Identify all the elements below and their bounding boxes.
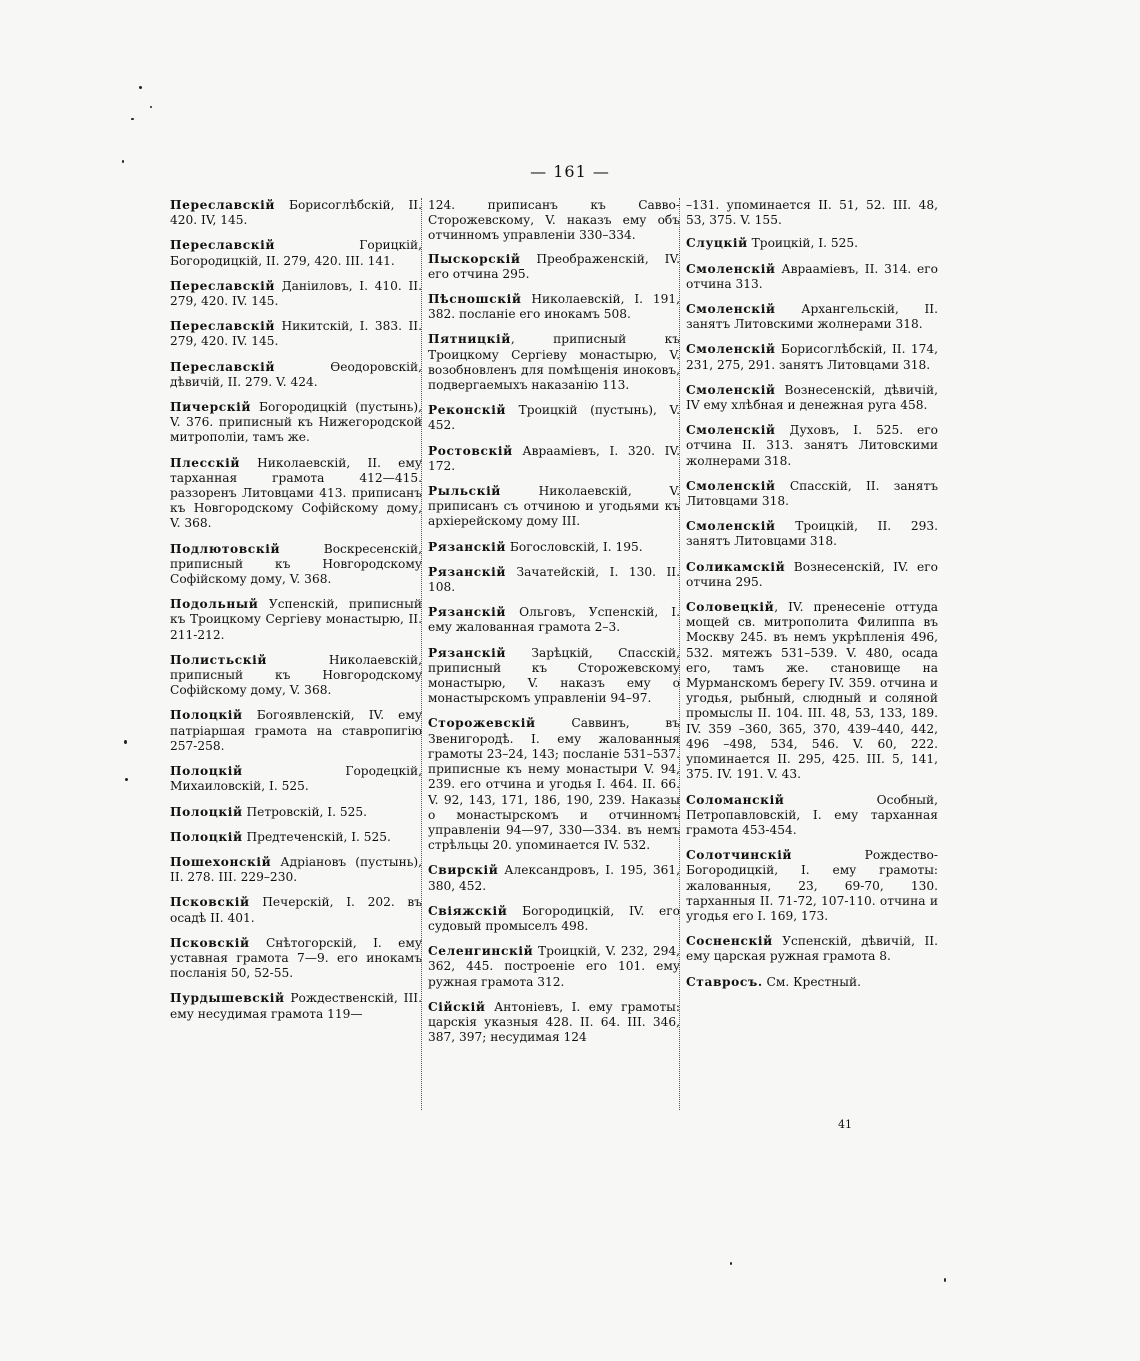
index-entry [170,400,422,446]
entry-heading: Пыскорскій [428,251,521,266]
entry-heading: Плесскій [170,455,240,470]
entry-text: Адріановъ (пустынь), II. 278. III. 229–230. [170,854,422,885]
entry-text: Архангельскій, II. занятъ Литовскими жолнерами 318. [686,302,938,332]
index-entry [170,653,422,699]
entry-text: Преображенскій, IV. его отчина 295. [428,251,680,281]
index-entry [428,716,680,853]
index-entry [170,805,422,820]
entry-heading: Рязанскій [428,539,507,554]
index-entry [170,764,422,794]
entry-heading: Смоленскій [686,342,776,357]
entry-text: Ѳеодоровскій, дѣвичій, II. 279. V. 424. [170,359,422,389]
entry-text: Троицкій, I. 525. [747,236,858,251]
entry-heading: Свіяжскій [428,903,508,918]
entry-heading: Ставросъ. [686,974,763,989]
page-number: — 161 — [530,162,610,181]
index-entry [428,403,680,433]
index-entry [428,605,680,635]
index-entry [428,565,680,595]
index-entry [428,646,680,707]
index-entry [170,360,422,390]
entry-heading: Рязанскій [428,645,507,660]
entry-text: , IV. пренесеніе оттуда мощей св. митрополита Филиппа въ Москву 245. въ немъ укрѣпленія 496, 532. мятежъ 531–539. V. 480, осада его, тамъ же. становище на Мурманскомъ берегу IV. 359. отчина и угодья, рыбный, слюдный и соляной промыслы II. 104. III. 48, 53, 133, 189. IV. 359 –360, 365, 370, 439–440, 442, 496 –498, 534, 546. V. 60, 222. упоминается II. 295, 425. III. 5, 141, 375. IV. 191. V. 43. [686,600,938,782]
index-entry [170,279,422,309]
entry-text: Богородицкій, IV. его судовый промыселъ 498. [428,903,680,933]
index-entry [428,540,680,555]
entry-heading: Сійскій [428,999,486,1014]
entry-text: См. Крестный. [762,974,861,989]
index-entry [686,383,938,413]
entry-text: Саввинъ, въ Звенигородѣ. I. ему жалованныя грамоты 23–24, 143; посланіе 531–537. приписные къ нему монастыри V. 94, 239. его отчина и угодья I. 464. II. 66. V. 92, 143, 171, 186, 190, 239. Наказы о монастырскомъ и отчинномъ управленіи 94—97, 330—334. въ немъ стрѣльцы 20. упоминается IV. 532. [428,716,680,853]
entry-heading: Полоцкій [170,764,243,779]
index-entry [170,542,422,588]
entry-heading: Пурдышевскій [170,991,285,1006]
index-entry [686,302,938,332]
entry-text: Горицкій, Богородицкій, II. 279, 420. III. 141. [170,238,422,268]
scan-speck [131,118,134,120]
entry-text: Борисоглѣбскій, II. 174, 231, 275, 291. занятъ Литовцами 318. [686,342,938,372]
entry-heading: Сторожевскій [428,716,536,731]
entry-text: Особный, Петропавловскій, I. ему тарханная грамота 453-454. [686,792,938,837]
entry-heading: Подольный [170,597,259,612]
entry-heading: Переславскій [170,278,276,293]
index-entry [428,198,680,244]
entry-heading: Пичерскій [170,400,252,415]
scan-speck [139,86,142,89]
entry-heading: Рязанскій [428,605,507,620]
entry-heading: Соломанскій [686,792,785,807]
entry-heading: Пошехонскій [170,854,272,869]
scan-speck [944,1278,946,1282]
entry-text: Никитскій, I. 383. II. 279, 420. IV. 145. [170,319,422,349]
index-entry [428,252,680,282]
entry-heading: Полистьскій [170,652,268,667]
entry-heading: Псковскій [170,935,250,950]
index-entry [428,484,680,530]
scan-speck [730,1262,732,1265]
entry-heading: Полоцкій [170,708,243,723]
entry-text: Ольговъ, Успенскій, I. ему жалованная грамота 2–3. [428,605,680,635]
entry-text: Богородицкій (пустынь), V. 376. приписный къ Нижегородской митрополіи, тамъ же. [170,400,422,445]
entry-heading: Смоленскій [686,382,776,397]
index-entry [170,198,422,228]
entry-heading: Пятницкій [428,332,511,347]
entry-text: Городецкій, Михаиловскій, I. 525. [170,764,422,794]
index-entry [686,423,938,469]
index-column-2 [428,198,680,1055]
entry-heading: Смоленскій [686,261,776,276]
index-entry [686,236,938,251]
scan-speck [150,106,152,108]
index-entry [686,479,938,509]
index-entry [428,1000,680,1046]
entry-heading: Смоленскій [686,478,776,493]
entry-heading: Переславскій [170,359,276,374]
entry-heading: Рязанскій [428,564,507,579]
entry-heading: Рыльскій [428,484,501,499]
index-entry [170,830,422,845]
entry-text: Зачатейскій, I. 130. II. 108. [428,564,680,595]
entry-heading: Смоленскій [686,423,776,438]
entry-heading: Реконскій [428,403,507,418]
entry-heading: Пѣсношскій [428,292,522,307]
entry-text: Снѣтогорскій, I. ему уставная грамота 7—9. его инокамъ посланія 50, 52-55. [170,935,422,981]
entry-text: Николаевскій, I. 191, 382. посланіе его инокамъ 508. [428,292,680,322]
entry-text: Печерскій, I. 202. въ осадѣ II. 401. [170,895,422,925]
entry-text: Богословскій, I. 195. [506,539,643,554]
entry-heading: Подлютовскій [170,541,281,556]
index-entry [428,863,680,893]
entry-text: Даніиловъ, I. 410. II. 279, 420. IV. 145. [170,278,422,309]
index-entry [428,444,680,474]
entry-text: Спасскій, II. занятъ Литовцами 318. [686,478,938,509]
entry-text: Предтеченскій, I. 525. [242,829,391,844]
index-entry [428,944,680,990]
index-entry [170,936,422,982]
entry-text: Успенскій, дѣвичій, II. ему царская ружная грамота 8. [686,934,938,964]
entry-text: Вознесенскій, дѣвичій, IV ему хлѣбная и денежная руга 458. [686,382,938,413]
index-entry [428,904,680,934]
entry-heading: Смоленскій [686,519,776,534]
entry-text: , приписный къ Троицкому Сергіеву монастырю, V. возобновленъ для помѣщенія иноковъ, подвергаемыхъ наказанію 113. [428,332,680,393]
entry-text: Троицкій, V. 232, 294, 362, 445. построеніе его 101. ему ружная грамота 312. [428,944,680,989]
index-entry [170,895,422,925]
index-entry [686,198,938,228]
scan-speck [122,160,124,163]
index-entry [686,934,938,964]
index-entry [170,238,422,268]
entry-text: Борисоглѣбскій, II. 420. IV, 145. [170,198,422,228]
entry-heading: Смоленскій [686,302,776,317]
index-entry [686,848,938,924]
index-entry [428,292,680,322]
index-entry [686,793,938,839]
entry-text: Зарѣцкій, Спасскій, приписный къ Сторожевскому монастырю, V. наказъ ему о монастырскомъ управленіи 94–97. [428,645,680,706]
entry-text: Александровъ, I. 195, 361, 380, 452. [428,863,680,893]
entry-text: Николаевскій, II. ему тарханная грамота 412—415. раззоренъ Литовцами 413. приписанъ къ Новгородскому Софійскому дому, V. 368. [170,455,422,531]
index-entry [686,560,938,590]
index-entry [686,600,938,782]
scan-speck [124,740,127,744]
entry-heading: Переславскій [170,198,276,212]
entry-heading: Ростовскій [428,443,513,458]
entry-text: Троицкій, II. 293. занятъ Литовцами 318. [686,519,938,549]
entry-text: Вознесенскій, IV. его отчина 295. [686,559,938,589]
entry-text: –131. упоминается II. 51, 52. III. 48, 53, 375. V. 155. [686,198,938,228]
entry-text: Авраамiевъ, II. 314. его отчина 313. [686,261,938,291]
entry-heading: Переславскій [170,238,276,253]
entry-text: Авраамiевъ, I. 320. IV. 172. [428,443,680,473]
index-column-3 [686,198,938,1000]
entry-text: Духовъ, I. 525. его отчина II. 313. занятъ Литовскими жолнерами 318. [686,423,938,468]
entry-heading: Полоцкій [170,804,243,819]
index-entry [686,262,938,292]
signature-mark: 41 [838,1118,852,1131]
entry-text: Рождество-Богородицкій, I. ему грамоты: жалованныя, 23, 69-70, 130. тарханныя II. 71-72, 107-110. отчина и угодья его I. 169, 173. [686,848,938,923]
entry-heading: Переславскій [170,319,276,334]
entry-heading: Полоцкій [170,829,243,844]
entry-text: Успенскій, приписный къ Троицкому Сергіеву монастырю, II. 211-212. [170,597,422,642]
entry-heading: Соликамскій [686,559,786,574]
index-entry [170,597,422,643]
entry-text: Антоніевъ, I. ему грамоты: царскія указныя 428. II. 64. III. 346, 387, 397; несудимая 124 [428,999,680,1045]
scan-speck [125,778,128,781]
index-column-1 [170,198,422,1032]
entry-text: Троицкій (пустынь), V. 452. [428,403,680,433]
index-entry [170,456,422,532]
entry-text: Воскресенскій, приписный къ Новгородскому Софійскому дому, V. 368. [170,541,422,587]
entry-heading: Свирскій [428,863,499,878]
index-entry [170,319,422,349]
entry-text: Николаевскій, V. приписанъ съ отчиною и угодьями къ архіерейскому дому III. [428,484,680,529]
entry-heading: Селенгинскій [428,944,534,959]
entry-heading: Псковскій [170,895,250,910]
entry-text: Богоявленскій, IV. ему патріаршая грамота на ставропигію 257-258. [170,708,422,753]
index-entry [170,855,422,885]
index-entry [170,708,422,754]
entry-text: 124. приписанъ къ Савво-Сторожевскому, V. наказъ ему объ отчинномъ управленіи 330–334. [428,198,680,243]
entry-heading: Слуцкій [686,236,748,251]
entry-text: Николаевскій, приписный къ Новгородскому Софійскому дому, V. 368. [170,652,422,698]
index-entry [170,991,422,1021]
index-entry [686,519,938,549]
entry-text: Рождественскій, III. ему несудимая грамота 119— [170,991,422,1021]
entry-heading: Соловецкій [686,600,775,615]
index-entry [686,342,938,372]
index-entry [428,332,680,393]
index-entry [686,975,938,990]
entry-text: Петровскій, I. 525. [242,804,368,819]
entry-heading: Солотчинскій [686,848,793,863]
entry-heading: Сосненскій [686,934,773,949]
